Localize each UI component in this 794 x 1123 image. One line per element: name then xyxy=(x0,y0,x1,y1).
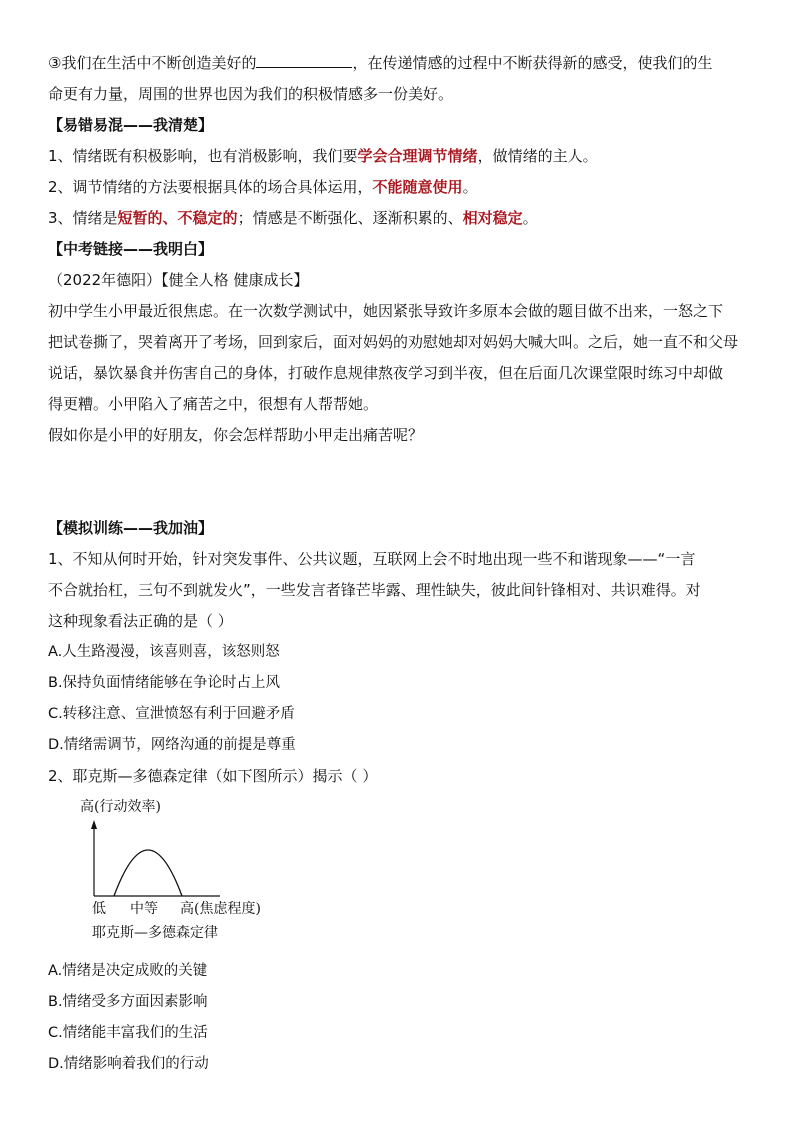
highlight-text: 短暂的、不稳定的 xyxy=(117,209,238,227)
q2-option-a[interactable]: A.情绪是决定成败的关键 xyxy=(48,963,208,979)
highlight-text: 不能随意使用 xyxy=(372,178,463,196)
inverted-u-curve xyxy=(114,850,182,896)
x-tick-low: 低 xyxy=(92,901,106,917)
answer-blank[interactable] xyxy=(256,50,352,68)
intro-line-1: ③我们在生活中不断创造美好的 ，在传递情感的过程中不断获得新的感受，使我们的生 xyxy=(48,48,748,79)
q1-stem-line-3: 这种现象看法正确的是（ ） xyxy=(48,612,233,630)
section-heading-exam: 【中考链接——我明白】 xyxy=(48,240,214,258)
section-heading-practice: 【模拟训练——我加油】 xyxy=(48,519,214,537)
highlight-text: 相对稳定 xyxy=(462,209,523,227)
q2-option-c[interactable]: C.情绪能丰富我们的生活 xyxy=(48,1025,208,1041)
exam-question: 假如你是小甲的好朋友，你会怎样帮助小甲走出痛苦呢？ xyxy=(48,426,424,444)
q2-option-b[interactable]: B.情绪受多方面因素影响 xyxy=(48,994,208,1010)
answer-space xyxy=(48,451,748,513)
q2-option-d[interactable]: D.情绪影响着我们的行动 xyxy=(48,1056,209,1072)
highlight-text: 学会合理调节情绪 xyxy=(357,147,478,165)
q1-option-d[interactable]: D.情绪需调节，网络沟通的前提是尊重 xyxy=(48,737,296,753)
error-item-2: 2、调节情绪的方法要根据具体的场合具体运用，不能随意使用。 xyxy=(48,178,478,196)
worksheet-page xyxy=(48,48,748,1080)
section-heading-errors: 【易错易混——我清楚】 xyxy=(48,116,214,134)
y-axis-label: 高(行动效率) xyxy=(80,799,161,815)
y-axis-arrow xyxy=(91,820,97,829)
q1-stem-line-1: 1、不知从何时开始，针对突发事件、公共议题，互联网上会不时地出现一些不和谐现象——“一言 xyxy=(48,550,696,568)
exam-paragraph-line-2: 把试卷撕了，哭着离开了考场，回到家后，面对妈妈的劝慰她却对妈妈大喊大叫。之后，她一直不和父母 xyxy=(48,333,739,351)
q1-option-b[interactable]: B.保持负面情绪能够在争论时占上风 xyxy=(48,675,281,691)
q1-option-a[interactable]: A.人生路漫漫，该喜则喜，该怒则怒 xyxy=(48,644,280,660)
x-axis-label: 高(焦虑程度) xyxy=(180,901,261,917)
intro-line-2: 命更有力量，周围的世界也因为我们的积极情感多一份美好。 xyxy=(48,85,454,103)
exam-source: （2022年德阳）【健全人格 健康成长】 xyxy=(48,271,309,289)
q1-option-c[interactable]: C.转移注意、宣泄愤怒有利于回避矛盾 xyxy=(48,706,295,722)
exam-paragraph-line-1: 初中学生小甲最近很焦虑。在一次数学测试中，她因紧张导致许多原本会做的题目做不出来，一怒之下 xyxy=(48,302,724,320)
x-tick-mid: 中等 xyxy=(130,901,158,917)
yerkes-dodson-figure xyxy=(70,796,300,946)
q1-stem-line-2: 不合就抬杠，三句不到就发火”，一些发言者锋芒毕露、理性缺失，彼此间针锋相对、共识难得。对 xyxy=(48,581,701,599)
error-item-1: 1、情绪既有积极影响，也有消极影响，我们要学会合理调节情绪，做情绪的主人。 xyxy=(48,147,598,165)
exam-paragraph-line-3: 说话，暴饮暴食并伤害自己的身体，打破作息规律熬夜学习到半夜，但在后面几次课堂限时练习中却做 xyxy=(48,364,724,382)
figure-caption: 耶克斯—多德森定律 xyxy=(92,925,218,941)
q2-stem: 2、耶克斯—多德森定律（如下图所示）揭示（ ） xyxy=(48,767,378,785)
error-item-3: 3、情绪是短暂的、不稳定的；情感是不断强化、逐渐积累的、相对稳定。 xyxy=(48,209,538,227)
exam-paragraph-line-4: 得更糟。小甲陷入了痛苦之中，很想有人帮帮她。 xyxy=(48,395,379,413)
